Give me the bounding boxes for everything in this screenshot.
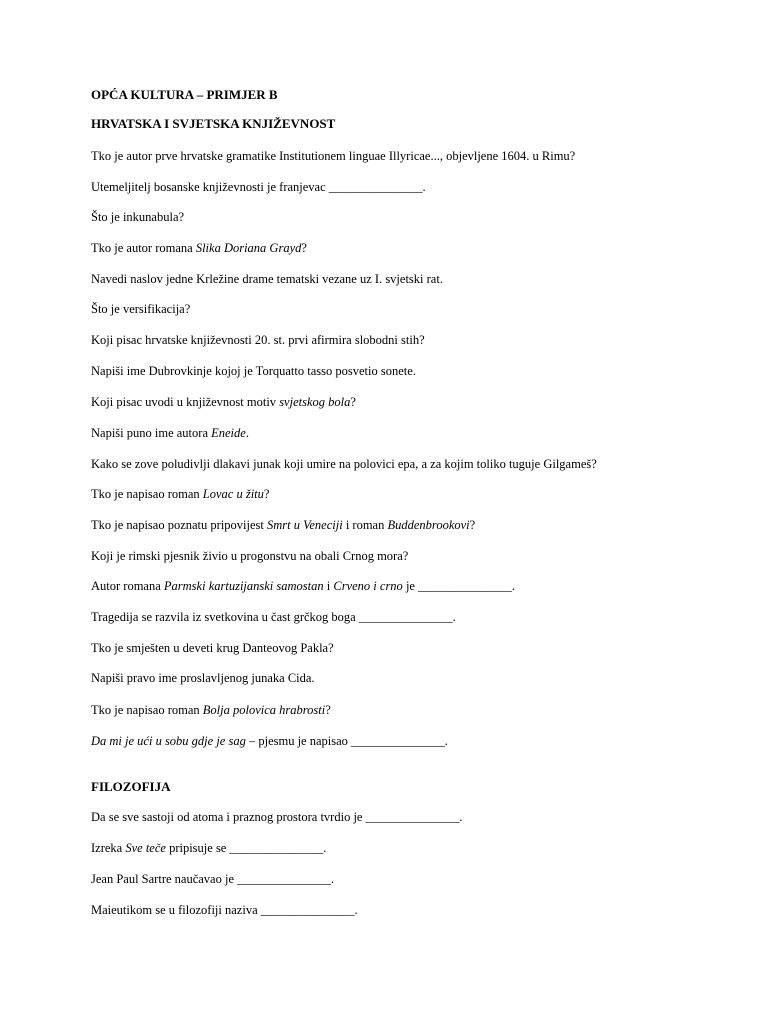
question-14: Koji je rimski pjesnik živio u progonstvu na obali Crnog mora?	[91, 549, 409, 563]
question-4: Tko je autor romana Slika Doriana Grayd?	[91, 241, 307, 255]
philosophy-question-3: Jean Paul Sartre naučavao je _______________.	[91, 872, 334, 886]
question-6: Što je versifikacija?	[91, 302, 191, 316]
section-heading-philosophy: FILOZOFIJA	[91, 779, 171, 794]
question-12: Tko je napisao roman Lovac u žitu?	[91, 487, 270, 501]
question-7: Koji pisac hrvatske književnosti 20. st. prvi afirmira slobodni stih?	[91, 333, 425, 347]
question-11: Kako se zove poludivlji dlakavi junak koji umire na polovici epa, a za kojim toliko tuguje Gilgameš?	[91, 457, 597, 471]
question-17: Tko je smješten u deveti krug Danteovog Pakla?	[91, 641, 334, 655]
question-20: Da mi je ući u sobu gdje je sag – pjesmu je napisao _______________.	[91, 734, 448, 748]
question-10: Napiši puno ime autora Eneide.	[91, 426, 249, 440]
question-9: Koji pisac uvodi u književnost motiv svjetskog bola?	[91, 395, 356, 409]
question-19: Tko je napisao roman Bolja polovica hrabrosti?	[91, 703, 331, 717]
document-title: OPĆA KULTURA – PRIMJER B	[91, 87, 278, 102]
question-2: Utemeljitelj bosanske književnosti je franjevac _______________.	[91, 180, 426, 194]
philosophy-question-4: Maieutikom se u filozofiji naziva _______________.	[91, 903, 358, 917]
question-1: Tko je autor prve hrvatske gramatike Institutionem linguae Illyricae..., objevljene 1604. u Rimu?	[91, 149, 576, 163]
question-8: Napiši ime Dubrovkinje kojoj je Torquatto tasso posvetio sonete.	[91, 364, 416, 378]
question-5: Navedi naslov jedne Krležine drame tematski vezane uz I. svjetski rat.	[91, 272, 443, 286]
question-16: Tragedija se razvila iz svetkovina u čast grčkog boga _______________.	[91, 610, 456, 624]
section-heading-literature: HRVATSKA I SVJETSKA KNJIŽEVNOST	[91, 116, 336, 131]
question-13: Tko je napisao poznatu pripovijest Smrt u Veneciji i roman Buddenbrookovi?	[91, 518, 476, 532]
question-15: Autor romana Parmski kartuzijanski samostan i Crveno i crno je _______________.	[91, 579, 515, 593]
philosophy-question-2: Izreka Sve teče pripisuje se _______________.	[91, 841, 327, 855]
question-18: Napiši pravo ime proslavljenog junaka Cida.	[91, 671, 315, 685]
philosophy-question-1: Da se sve sastoji od atoma i praznog prostora tvrdio je _______________.	[91, 810, 463, 824]
question-3: Što je inkunabula?	[91, 210, 185, 224]
